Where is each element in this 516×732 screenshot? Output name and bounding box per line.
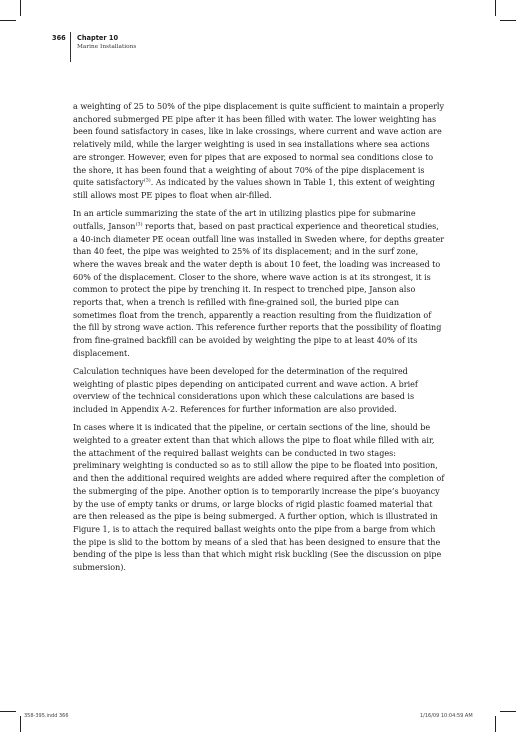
slug-file-info: 358-395.indd 366 — [24, 713, 69, 719]
crop-mark-bottom-left-v — [20, 716, 21, 732]
paragraph-text: reports that, based on past practical experience and theoretical studies, a 40-inch diameter PE ocean outfall line was installed in Sweden where, for depths greater than 40 feet, the pipe was weighted to 25% of its displacement; and in the surf zone, where the waves break and the water depth is about 10 feet, the loading was increased to 60% of the displacement. Closer to the shore, where wave action is at its strongest, it is common to protect the pipe by trenching it. In respect to trenched pipe, Janson also reports that, when a trench is refilled with fine-grained soil, the buried pipe can sometimes float from the trench, apparently a reaction resulting from the fluidization of the fill by strong wave action. This reference further reports that the possibility of floating from fine-grained backfill can be avoided by weighting the pipe to at least 40% of its displacement. — [73, 221, 445, 358]
reference-superscript: (3) — [135, 221, 143, 228]
crop-mark-top-left-v — [20, 0, 21, 16]
header-rule — [70, 32, 71, 62]
paragraph-text: a weighting of 25 to 50% of the pipe displacement is quite sufficient to maintain a properly anchored submerged PE pipe after it has been filled with water. The lower weighting has been found satisfactory in cases, like in lake crossings, where current and wave action are relatively mild, while the larger weighting is used in sea installations where sea actions are stronger. However, even for pipes that are exposed to normal sea conditions close to the shore, it has been found that a weighting of about 70% of the pipe displacement is quite satisfactory — [73, 102, 444, 188]
paragraph-text: In cases where it is indicated that the pipeline, or certain sections of the line, should be weighted to a greater extent than that which allows the pipe to float while filled with air, the attachment of the required ballast weights can be conducted in two stages: preliminary weighting is conducted so as to still allow the pipe to be floated into position, and then the additional required weights are added where required after the completion of the submerging of the pipe. Another option is to temporarily increase the pipe’s buoyancy by the use of empty tanks or drums, or large blocks of rigid plastic foamed material that are then released as the pipe is being submerged. A further option, which is illustrated in Figure 1, is to attach the required ballast weights onto the pipe from a barge from which the pipe is slid to the bottom by means of a sled that has been designed to ensure that the bending of the pipe is less than that which might risk buckling (See the discussion on pipe submersion). — [73, 423, 445, 573]
crop-mark-bottom-left-h — [0, 711, 16, 712]
running-header — [77, 34, 136, 51]
crop-mark-top-right-v — [495, 0, 496, 16]
crop-mark-top-left-h — [0, 20, 16, 21]
slug-timestamp: 1/16/09 10:04:59 AM — [420, 713, 473, 719]
paragraph-2 — [73, 208, 445, 360]
page-number: 366 — [52, 34, 66, 42]
chapter-title: Chapter 10 — [77, 34, 119, 42]
section-title: Marine Installations — [77, 44, 137, 50]
crop-mark-top-right-h — [500, 20, 516, 21]
paragraph-3 — [73, 366, 445, 417]
body-text — [73, 101, 445, 580]
reference-superscript: (3) — [143, 177, 151, 184]
paragraph-1 — [73, 101, 445, 203]
paragraph-4 — [73, 422, 445, 574]
paragraph-text: In an article summarizing the state of the art in utilizing plastics pipe for submarine outfalls, Janson — [73, 209, 416, 231]
paragraph-text: Calculation techniques have been developed for the determination of the required weighting of plastic pipes depending on anticipated current and wave action. A brief overview of the technical considerations upon which these calculations are based is included in Appendix A-2. References for further information are also provided. — [73, 367, 418, 415]
crop-mark-bottom-right-v — [495, 716, 496, 732]
crop-mark-bottom-right-h — [500, 711, 516, 712]
paragraph-text: . As indicated by the values shown in Table 1, this extent of weighting still allows most PE pipes to float when air-filled. — [73, 178, 435, 200]
